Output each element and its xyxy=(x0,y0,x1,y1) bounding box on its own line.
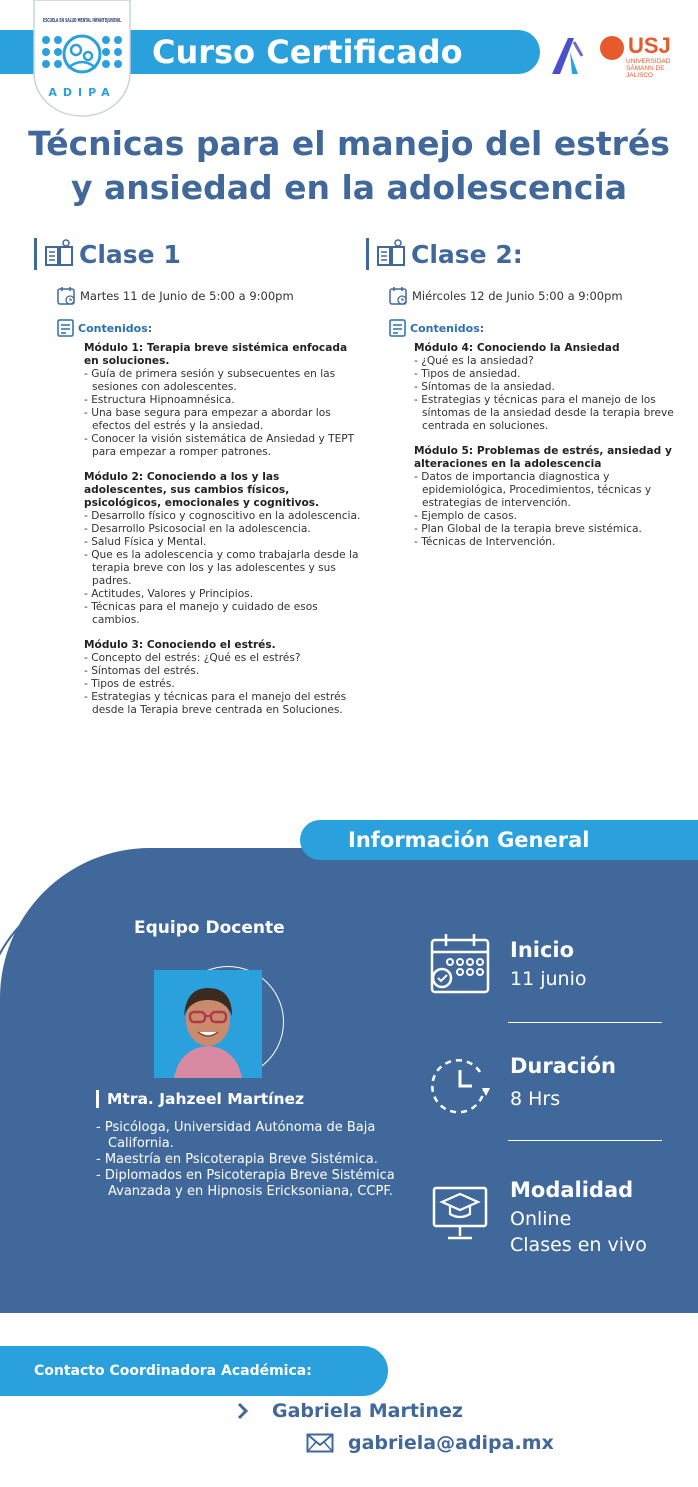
contact-name: Gabriela Martinez xyxy=(272,1400,463,1422)
usj-logo-icon xyxy=(600,36,624,60)
list-item: - Una base segura para empezar a abordar los efectos del estrés y la ansiedad. xyxy=(84,407,362,433)
team-title: Equipo Docente xyxy=(134,918,285,938)
module-3 xyxy=(84,639,362,717)
calendar-icon xyxy=(428,932,492,996)
teacher-name-text: Mtra. Jahzeel Martínez xyxy=(107,1090,305,1108)
divider xyxy=(508,1022,662,1023)
list-item: - Técnicas para el manejo y cuidado de esos cambios. xyxy=(84,601,362,627)
list-item: - Ejemplo de casos. xyxy=(414,510,692,523)
list-item: - Psicóloga, Universidad Autónoma de Baja California. xyxy=(96,1120,412,1152)
adipa-logo xyxy=(32,0,132,118)
clock-icon xyxy=(428,1054,492,1118)
clase-1-date-row xyxy=(56,286,364,306)
clase-2-contents-row xyxy=(388,318,696,338)
usj-logo-subtext: UNIVERSIDAD SÁMANN DE JALISCO xyxy=(626,58,671,79)
list-item: - Tipos de estrés. xyxy=(84,678,362,691)
clase-1-accent-bar xyxy=(34,238,37,270)
clase-1-modules xyxy=(84,342,362,717)
document-list-icon xyxy=(388,318,408,338)
clase-2-column xyxy=(366,236,696,561)
module-1 xyxy=(84,342,362,459)
header-title: Curso Certificado xyxy=(152,33,463,71)
clase-1-column xyxy=(34,236,364,729)
teacher-credentials xyxy=(96,1120,412,1200)
clase-1-contents-label: Contenidos: xyxy=(78,321,153,335)
teacher-avatar-icon xyxy=(154,970,262,1078)
list-item: - Síntomas del estrés. xyxy=(84,665,362,678)
list-item: - Desarrollo Psicosocial en la adolescencia. xyxy=(84,523,362,536)
list-item: - Estrategias y técnicas para el manejo de los síntomas de la ansiedad desde la terapia breve centrada en soluciones. xyxy=(414,394,692,433)
general-info-title: Información General xyxy=(300,820,698,860)
list-item: - Guía de primera sesión y subsecuentes en las sesiones con adolescentes. xyxy=(84,368,362,394)
duration-value: 8 Hrs xyxy=(510,1088,561,1110)
list-item: - Estructura Hipnoamnésica. xyxy=(84,394,362,407)
envelope-icon xyxy=(306,1433,334,1453)
list-item: - Diplomados en Psicoterapia Breve Sistémica Avanzada y en Hipnosis Ericksoniana, CCPF. xyxy=(96,1168,412,1200)
list-item: - Estrategias y técnicas para el manejo del estrés desde la Terapia breve centrada en Soluciones. xyxy=(84,691,362,717)
clase-2-modules xyxy=(414,342,692,549)
module-3-title: Módulo 3: Conociendo el estrés. xyxy=(84,639,276,651)
contact-label: Contacto Coordinadora Académica: xyxy=(0,1346,388,1396)
list-item: - Maestría en Psicoterapia Breve Sistémica. xyxy=(96,1152,412,1168)
teacher-name xyxy=(96,1090,304,1108)
clase-2-title: Clase 2: xyxy=(411,239,523,269)
contact-email-row[interactable] xyxy=(306,1432,554,1454)
module-2 xyxy=(84,471,362,627)
partner-mark-icon xyxy=(548,34,592,76)
calendar-clock-icon xyxy=(388,286,408,306)
monitor-graduation-icon xyxy=(428,1180,492,1244)
start-value: 11 junio xyxy=(510,968,587,990)
list-item: - Técnicas de Intervención. xyxy=(414,536,692,549)
duration-label: Duración xyxy=(510,1054,616,1078)
page-title-line-2: y ansiedad en la adolescencia xyxy=(70,168,627,207)
clase-2-date-row xyxy=(388,286,696,306)
teacher-name-accent-bar xyxy=(96,1090,99,1108)
page-title-line-1: Técnicas para el manejo del estrés xyxy=(28,124,670,163)
teacher-photo xyxy=(154,970,262,1078)
book-lightbulb-icon xyxy=(43,238,75,270)
chevron-right-icon xyxy=(236,1401,250,1421)
module-4-title: Módulo 4: Conociendo la Ansiedad xyxy=(414,342,620,354)
list-item: - Tipos de ansiedad. xyxy=(414,368,692,381)
clase-2-date: Miércoles 12 de Junio 5:00 a 9:00pm xyxy=(412,289,623,303)
clase-1-contents-row xyxy=(56,318,364,338)
list-item: - Que es la adolescencia y como trabajarla desde la terapia breve con los y las adolescentes y sus padres. xyxy=(84,549,362,588)
list-item: - ¿Qué es la ansiedad? xyxy=(414,355,692,368)
module-5 xyxy=(414,445,692,549)
module-1-title: Módulo 1: Terapia breve sistémica enfocada en soluciones. xyxy=(84,342,348,367)
clase-1-date: Martes 11 de Junio de 5:00 a 9:00pm xyxy=(80,289,294,303)
calendar-clock-icon xyxy=(56,286,76,306)
mode-value-live: Clases en vivo xyxy=(510,1234,647,1256)
mode-value-online: Online xyxy=(510,1208,572,1230)
clase-1-header xyxy=(34,236,364,272)
list-item: - Actitudes, Valores y Principios. xyxy=(84,588,362,601)
clase-2-accent-bar xyxy=(366,238,369,270)
clase-2-contents-label: Contenidos: xyxy=(410,321,485,335)
adipa-logo-top-text: ESCUELA EN SALUD MENTAL INFANTOJUVENIL xyxy=(43,18,122,24)
module-5-title: Módulo 5: Problemas de estrés, ansiedad y alteraciones en la adolescencia xyxy=(414,445,672,470)
divider xyxy=(508,1140,662,1141)
clase-1-title: Clase 1 xyxy=(79,239,181,269)
start-label: Inicio xyxy=(510,938,575,962)
document-list-icon xyxy=(56,318,76,338)
module-2-title: Módulo 2: Conociendo a los y las adolescentes, sus cambios físicos, psicológicos, emocionales y cognitivos. xyxy=(84,471,320,509)
page-title xyxy=(0,122,698,210)
module-4 xyxy=(414,342,692,433)
list-item: - Conocer la visión sistemática de Ansiedad y TEPT para empezar a romper patrones. xyxy=(84,433,362,459)
list-item: - Desarrollo físico y cognoscitivo en la adolescencia. xyxy=(84,510,362,523)
list-item: - Plan Global de la terapia breve sistémica. xyxy=(414,523,692,536)
list-item: - Datos de importancia diagnostica y epidemiológica, Procedimientos, técnicas y estrategias de intervención. xyxy=(414,471,692,510)
mode-label: Modalidad xyxy=(510,1178,634,1202)
contact-email-link[interactable]: gabriela@adipa.mx xyxy=(348,1432,554,1454)
contact-name-row xyxy=(236,1400,463,1422)
list-item: - Concepto del estrés: ¿Qué es el estrés? xyxy=(84,652,362,665)
list-item: - Síntomas de la ansiedad. xyxy=(414,381,692,394)
list-item: - Salud Física y Mental. xyxy=(84,536,362,549)
adipa-logo-bottom-text: ADIPA xyxy=(48,86,116,99)
usj-logo-text: USJ xyxy=(628,33,671,58)
book-lightbulb-icon xyxy=(375,238,407,270)
clase-2-header xyxy=(366,236,696,272)
